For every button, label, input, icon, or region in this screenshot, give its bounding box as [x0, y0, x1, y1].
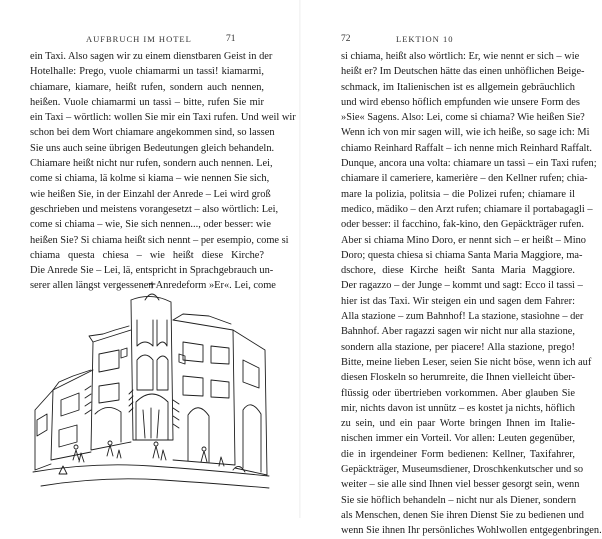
- street-scene-illustration: [33, 290, 269, 490]
- text-line: Sie sie höflich behandeln – nicht nur als Diener, sondern: [341, 494, 577, 506]
- text-line: ein Taxi. Also sagen wir zu einem dienstbaren Geist in der: [30, 51, 273, 62]
- text-line: flüssig oder übertrieben vorkommen. Aber glauben Sie: [341, 387, 575, 399]
- text-line: diesen Floskeln so herumreite, die Ihnen vielleicht über-: [341, 372, 576, 384]
- body-text-right: [341, 49, 602, 539]
- text-line: si chiama, heißt also wörtlich: Er, wie nennt er sich – wie: [341, 51, 580, 62]
- text-line: »Sie« Sagens. Also: Lei, come si chiama? Wie heißen Sie?: [341, 112, 585, 124]
- body-text-left: [30, 49, 296, 294]
- text-line: Die Anrede Sie – Lei, lä, entspricht in Sprachgebrauch un-: [30, 265, 274, 277]
- text-line: heißen. Vuole chiamarmi un tassì – bitte, rufen Sie mir: [30, 96, 264, 108]
- text-line: weiter – sie alle sind Ihnen viel besser gesorgt sein, wenn: [341, 479, 580, 491]
- text-line: Bahnhof. Aber ragazzi sagen wir nicht nur alla stazione,: [341, 326, 575, 338]
- text-line: Wenn ich von mir sagen will, wie ich heiße, so sage ich: Mi: [341, 127, 590, 139]
- text-line: Doro; questa chiesa si chiama Santa Maria Maggiore, ma-: [341, 249, 583, 261]
- text-line: sondern alla stazione, per piacere! Alla stazione, prego!: [341, 341, 575, 353]
- text-line: Hotelhalle: Prego, vuole chiamarmi un tassì! kiamarmi,: [30, 66, 264, 78]
- text-line: schmack, im Italienischen ist es allgemein gebräuchlich: [341, 81, 575, 93]
- text-line: Der ragazzo – der Junge – kommt und sagt: Ecco il tassì –: [341, 280, 583, 292]
- text-line: und wird ebenso höflich empfunden wie unsere Form des: [341, 96, 580, 108]
- text-line: chiamo Reinhard Raffalt – ich nenne mich Reinhard Raffalt.: [341, 142, 592, 154]
- page-number-left: 71: [226, 34, 236, 44]
- text-line: ein Taxi – wörtlich: wollen Sie mir ein Taxi rufen. Und weil wir: [30, 112, 296, 124]
- running-header-left: AUFBRUCH IM HOTEL: [86, 34, 192, 44]
- text-line: dschore, diese Kirche heißt Santa Maria Maggiore.: [341, 265, 575, 277]
- text-line: chiamare il cameriere, kamerière – den Kellner rufen; chia-: [341, 173, 588, 185]
- text-line: Aber si chiama Mino Doro, er nennt sich – er heißt – Mino: [341, 234, 586, 246]
- text-line: geschrieben und meistens vorangesetzt – also wörtlich: Lei,: [30, 203, 279, 215]
- text-line: medico, mädiko – den Arzt rufen; chiamare il portabagagli –: [341, 203, 593, 215]
- text-line: als Menschen, denen Sie ihren Dienst Sie zu bedienen und: [341, 509, 584, 521]
- text-line: die in irgendeiner Form bedienen: Kellner, Taxifahrer,: [341, 448, 575, 460]
- text-line: Gepäckträger, Museumsdiener, Droschkenkutscher und so: [341, 464, 584, 476]
- text-line: hier ist das Taxi. Wir steigen ein und sagen dem Fahrer:: [341, 295, 575, 307]
- text-line: chiamare, kiamare, heißt rufen, sondern auch nennen,: [30, 81, 264, 93]
- text-line: come si chiama – wie, Sie sich nennen..., oder besser: wie: [30, 219, 271, 231]
- text-line: wenn Sie ihnen Ihr persönliches Wohlwollen entgegenbringen.: [341, 525, 602, 537]
- text-line: chiama questa chiesa – wie heißt diese Kirche?: [30, 249, 264, 261]
- text-line: Sie uns auch seine übrigen Bedeutungen gleich behandeln.: [30, 142, 275, 154]
- text-line: wie heißen Sie, in der Einzahl der Anrede – Lei wird groß: [30, 188, 271, 200]
- text-line: Alla stazione – zum Bahnhof! La stazione, stasiohne – der: [341, 311, 584, 323]
- text-line: zu sein, und ein paar Worte bringen Ihnen im Italie-: [341, 418, 575, 430]
- text-line: serer allen längst vergessenen Anredeform »Er«. Lei, come: [30, 280, 276, 292]
- text-line: mare la polizia, politsia – die Polizei rufen; chiamare il: [341, 188, 575, 200]
- right-page: [300, 0, 602, 537]
- text-line: heißen Sie? Si chiama heißt sich nennt – per esempio, come si: [30, 234, 289, 246]
- text-line: Dunque, ancora una volta: chiamare un tassì – ein Taxi rufen;: [341, 158, 597, 170]
- text-line: Bitte, meine lieben Leser, seien Sie nicht böse, wenn ich auf: [341, 356, 592, 368]
- left-page: [0, 0, 300, 518]
- text-line: Chiamare heißt nicht nur rufen, sondern auch nennen. Lei,: [30, 158, 273, 170]
- text-line: come si chiama, lä kolme si kiama – wie nennen Sie sich,: [30, 173, 270, 185]
- text-line: nischen immer ein Vorteil. Vor allen: Leuten gegenüber,: [341, 433, 575, 445]
- running-header-right: LEKTION 10: [396, 34, 454, 44]
- text-line: schon bei dem Wort chiamare angekommen sind, so lassen: [30, 127, 275, 139]
- text-line: mir, nichts davon ist unnütz – es kostet ja nichts, höflich: [341, 402, 575, 414]
- text-line: oder besser: il facchino, fak-kino, den Gepäckträger rufen.: [341, 219, 584, 231]
- page-number-right: 72: [341, 34, 351, 44]
- text-line: heißt er? Im Deutschen hätte das einen unhöflichen Beige-: [341, 66, 585, 78]
